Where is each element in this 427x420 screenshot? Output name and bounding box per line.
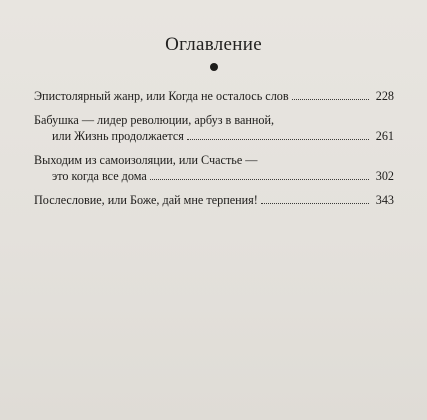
- toc-title: Оглавление: [165, 34, 262, 55]
- toc-page-number: 261: [375, 129, 394, 143]
- toc-entry: [34, 192, 394, 208]
- toc-entry-text: Эпистолярный жанр, или Когда не осталось слов: [34, 89, 289, 103]
- table-of-contents: [34, 88, 394, 216]
- toc-entry-text: Бабушка — лидер революции, арбуз в ванной,: [34, 113, 275, 127]
- toc-entry-text: это когда все дома: [52, 169, 147, 183]
- toc-entry-line: [34, 112, 394, 128]
- toc-entry-text: Послесловие, или Боже, дай мне терпения!: [34, 193, 258, 207]
- toc-entry-line: [34, 192, 394, 208]
- dot-leader: [261, 203, 369, 204]
- toc-entry-line: [34, 168, 394, 184]
- toc-entry-line: [34, 128, 394, 144]
- dot-leader: [150, 179, 369, 180]
- toc-entry: [34, 112, 394, 144]
- toc-page-number: 228: [375, 89, 394, 103]
- toc-page-number: 343: [375, 193, 394, 207]
- toc-entry-text: или Жизнь продолжается: [52, 129, 184, 143]
- toc-entry: [34, 88, 394, 104]
- toc-page-number: 302: [375, 169, 394, 183]
- toc-entry-text: Выходим из самоизоляции, или Счастье —: [34, 153, 258, 167]
- bullet-ornament-icon: [210, 63, 218, 71]
- toc-entry-line: [34, 152, 394, 168]
- dot-leader: [187, 139, 369, 140]
- toc-entry-line: [34, 88, 394, 104]
- toc-entry: [34, 152, 394, 184]
- dot-leader: [292, 99, 369, 100]
